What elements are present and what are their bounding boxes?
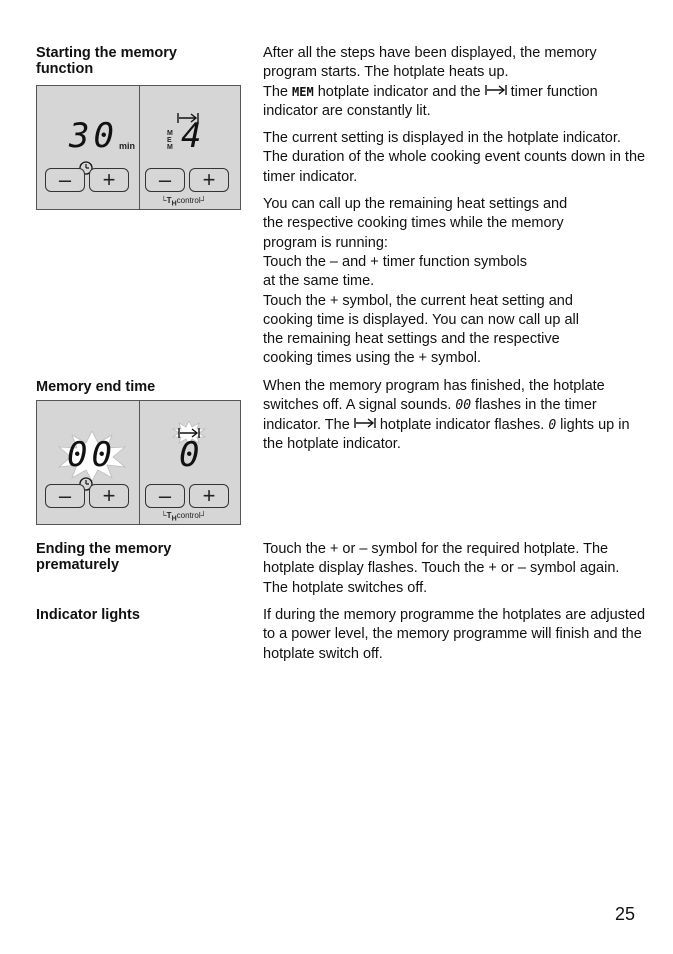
hotplate-display: 0 [179,435,204,475]
paragraph: Touch the + or – symbol for the required hotplate. The hotplate display flashes. Touch the + or – symbol again. The hotplate switches off. [263,541,620,596]
timer-function-icon [485,84,507,96]
mem-inline-label: MEM [292,84,314,99]
paragraph: If during the memory programme the hotplates are adjusted to a power level, the memory programme will finish and the hotplate switch off. [263,607,646,662]
hotplate-plus-button[interactable]: + [189,168,229,192]
hotplate-plus-button[interactable]: + [189,484,229,508]
timer-function-icon [354,417,376,429]
heading-ending-prematurely: Ending the memory prematurely [36,541,172,573]
timer-display: 00 [67,435,116,475]
minus-button[interactable]: – [45,484,85,508]
plus-button[interactable]: + [89,168,129,192]
section-premature-text [263,540,648,598]
paragraph: The current setting is displayed in the hotplate indicator. The duration of the whole cooking event counts down in the timer indicator. [263,130,646,185]
paragraph: You can call up the remaining heat settings and the respective cooking times while the memory program is running: Touch the – and + timer function symbols at the same time. Touch the + symbol, the current heat setting and cooking time is displayed. You can now call up all the remaining heat settings and the respective cooking times using the + symbol. [263,196,579,367]
paragraph: When the memory program has finished, the hotplate switches off. A signal sounds. 00 flashes in the timer indicator. The hotplate indicator flashes. 0 lights up in the hotplate indicator. [263,378,630,452]
paragraph: After all the steps have been displayed, the memory program starts. The hotplate heats up. [263,45,597,81]
minutes-unit: min [119,141,136,151]
hotplate-seg-inline: 0 [548,417,557,433]
hotplate-display: 4 [181,116,206,156]
section-end-text [263,377,648,454]
th-control-label: $└T_Hcontrol┘$ [161,196,207,208]
section-lights-text [263,606,648,664]
minus-button[interactable]: – [45,168,85,192]
paragraph: The MEM hotplate indicator and the timer function indicator are constantly lit. [263,83,598,119]
heading-memory-end-time: Memory end time [36,379,156,395]
panel-divider [139,86,140,209]
timer-function-icon [177,112,199,124]
panel-divider [139,401,140,524]
heading-start-memory: Starting the memory function [36,45,177,77]
hotplate-minus-button[interactable]: – [145,484,185,508]
th-control-label: $└T_Hcontrol┘$ [161,511,207,523]
heading-indicator-lights: Indicator lights [36,607,140,623]
hotplate-minus-button[interactable]: – [145,168,185,192]
plus-button[interactable]: + [89,484,129,508]
timer-display: 30 [69,116,118,156]
control-panel-end [36,400,241,525]
timer-seg-inline: 00 [455,398,472,414]
section-start-text [263,44,648,369]
mem-label: MEM [167,130,173,151]
page-number: 25 [614,904,635,924]
control-panel-start [36,85,241,210]
